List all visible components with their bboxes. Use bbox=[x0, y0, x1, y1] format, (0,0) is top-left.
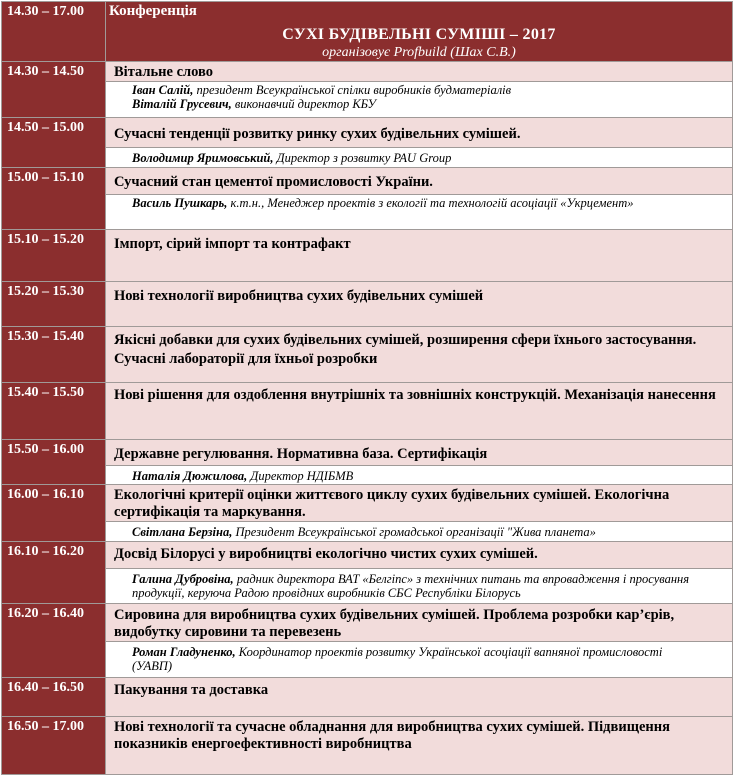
speaker-list bbox=[106, 569, 732, 600]
session-row bbox=[2, 118, 733, 148]
speaker-role: радник директора ВАТ «Белгіпс» з технічних питань та впровадження і просування продукції, керуюча Радою провідних виробників СБС Республіки Білорусь bbox=[132, 572, 690, 600]
session-row bbox=[2, 717, 733, 775]
session-time: 15.30 – 15.40 bbox=[2, 327, 106, 383]
conference-title: СУХІ БУДІВЕЛЬНІ СУМІШІ – 2017 bbox=[282, 26, 556, 43]
session-topic-cell bbox=[106, 440, 733, 466]
session-row bbox=[2, 230, 733, 282]
session-topic-cell bbox=[106, 542, 733, 569]
speaker-entry bbox=[132, 97, 728, 111]
schedule-table bbox=[1, 1, 733, 775]
session-row bbox=[2, 282, 733, 327]
speaker-entry bbox=[132, 525, 732, 539]
speaker-name: Василь Пушкарь, bbox=[132, 196, 228, 210]
session-topic-cell bbox=[106, 717, 733, 775]
session-topic: Якісні добавки для сухих будівельних сумішей, розширення сфери їхнього застосування. Сучасні лабораторії для їхньої розробки bbox=[114, 332, 697, 367]
speaker-cell bbox=[106, 569, 733, 604]
speaker-row bbox=[2, 642, 733, 678]
speaker-list bbox=[106, 642, 732, 673]
session-time: 16.40 – 16.50 bbox=[2, 678, 106, 717]
session-row bbox=[2, 485, 733, 522]
speaker-list bbox=[106, 466, 732, 483]
speaker-row bbox=[2, 148, 733, 168]
session-topic: Державне регулювання. Нормативна база. Сертифікація bbox=[114, 446, 488, 462]
session-time: 15.40 – 15.50 bbox=[2, 383, 106, 440]
session-row bbox=[2, 168, 733, 195]
speaker-role: виконавчий директор КБУ bbox=[231, 97, 376, 111]
speaker-cell bbox=[106, 148, 733, 168]
speaker-list bbox=[106, 522, 732, 539]
speaker-row bbox=[2, 569, 733, 604]
session-time: 15.50 – 16.00 bbox=[2, 440, 106, 485]
speaker-entry bbox=[132, 83, 728, 97]
speaker-name: Наталія Дюжилова, bbox=[132, 469, 248, 483]
session-topic: Імпорт, сірий імпорт та контрафакт bbox=[114, 236, 351, 252]
session-topic: Досвід Білорусі у виробництві екологічно чистих сухих сумішей. bbox=[114, 546, 538, 562]
speaker-entry bbox=[132, 572, 724, 600]
conference-organizer: організовує Profbuild (Шах С.В.) bbox=[322, 45, 516, 60]
conference-header bbox=[106, 2, 733, 62]
speaker-role: к.т.н., Менеджер проектів з екології та технологій асоціації «Укрцемент» bbox=[227, 196, 634, 210]
session-topic-cell bbox=[106, 383, 733, 440]
speaker-cell bbox=[106, 522, 733, 542]
speaker-row bbox=[2, 466, 733, 485]
session-time: 15.20 – 15.30 bbox=[2, 282, 106, 327]
session-topic: Пакування та доставка bbox=[114, 682, 269, 698]
speaker-row bbox=[2, 82, 733, 118]
conference-time: 14.30 – 17.00 bbox=[2, 2, 106, 62]
session-topic-cell bbox=[106, 118, 733, 148]
conference-label: Конференція bbox=[109, 3, 197, 19]
session-topic: Нові технології та сучасне обладнання для виробництва сухих сумішей. Підвищення показників енергоефективності виробництва bbox=[114, 719, 670, 752]
session-row bbox=[2, 440, 733, 466]
session-topic-cell bbox=[106, 168, 733, 195]
speaker-role: президент Всеукраїнської спілки виробників будматеріалів bbox=[193, 83, 512, 97]
speaker-cell bbox=[106, 642, 733, 678]
speaker-role: Директор з розвитку PAU Group bbox=[273, 151, 452, 165]
session-topic: Нові рішення для оздоблення внутрішніх та зовнішніх конструкцій. Механізація нанесення bbox=[114, 387, 716, 403]
session-topic: Сировина для виробництва сухих будівельних сумішей. Проблема розробки кар’єрів, видобутку сировини та перевезень bbox=[114, 607, 675, 640]
speaker-entry bbox=[132, 151, 728, 165]
speaker-row bbox=[2, 522, 733, 542]
session-topic: Екологічні критерії оцінки життєвого циклу сухих будівельних сумішей. Екологічна сертифікація та маркування. bbox=[114, 487, 670, 520]
session-time: 16.00 – 16.10 bbox=[2, 485, 106, 542]
speaker-cell bbox=[106, 195, 733, 230]
speaker-list bbox=[106, 82, 732, 111]
session-topic-cell bbox=[106, 62, 733, 82]
speaker-list bbox=[106, 195, 732, 210]
speaker-name: Віталій Грусевич, bbox=[132, 97, 232, 111]
session-row bbox=[2, 383, 733, 440]
speaker-entry bbox=[132, 196, 672, 210]
speaker-name: Світлана Берзіна, bbox=[132, 525, 233, 539]
speaker-cell bbox=[106, 466, 733, 485]
speaker-role: Президент Всеукраїнської громадської організації "Жива планета» bbox=[232, 525, 596, 539]
session-row bbox=[2, 327, 733, 383]
speaker-row bbox=[2, 195, 733, 230]
speaker-role: Координатор проектів розвитку Української асоціації вапняної промисловості (УАВП) bbox=[132, 645, 663, 673]
speaker-cell bbox=[106, 82, 733, 118]
session-topic: Сучасні тенденції розвитку ринку сухих будівельних сумішей. bbox=[114, 126, 521, 142]
session-topic: Нові технології виробництва сухих будівельних сумішей bbox=[114, 288, 484, 304]
speaker-entry bbox=[132, 469, 728, 483]
session-time: 16.50 – 17.00 bbox=[2, 717, 106, 775]
speaker-name: Роман Гладуненко, bbox=[132, 645, 236, 659]
speaker-name: Володимир Яримовський, bbox=[132, 151, 274, 165]
session-time: 15.00 – 15.10 bbox=[2, 168, 106, 230]
session-row bbox=[2, 62, 733, 82]
session-topic-cell bbox=[106, 282, 733, 327]
session-time: 16.20 – 16.40 bbox=[2, 604, 106, 678]
session-topic-cell bbox=[106, 678, 733, 717]
speaker-list bbox=[106, 148, 732, 165]
session-row bbox=[2, 542, 733, 569]
session-time: 15.10 – 15.20 bbox=[2, 230, 106, 282]
session-time: 16.10 – 16.20 bbox=[2, 542, 106, 604]
speaker-role: Директор НДІБМВ bbox=[247, 469, 354, 483]
session-topic-cell bbox=[106, 485, 733, 522]
speaker-entry bbox=[132, 645, 702, 673]
session-time: 14.30 – 14.50 bbox=[2, 62, 106, 118]
session-time: 14.50 – 15.00 bbox=[2, 118, 106, 168]
session-topic-cell bbox=[106, 230, 733, 282]
session-row bbox=[2, 604, 733, 642]
speaker-name: Іван Салій, bbox=[132, 83, 194, 97]
session-topic: Сучасний стан цементої промисловості України. bbox=[114, 174, 433, 190]
conference-row bbox=[2, 2, 733, 62]
speaker-name: Галина Дубровіна, bbox=[132, 572, 234, 586]
session-row bbox=[2, 678, 733, 717]
session-topic-cell bbox=[106, 604, 733, 642]
session-topic-cell bbox=[106, 327, 733, 383]
session-topic: Вітальне слово bbox=[114, 64, 214, 80]
